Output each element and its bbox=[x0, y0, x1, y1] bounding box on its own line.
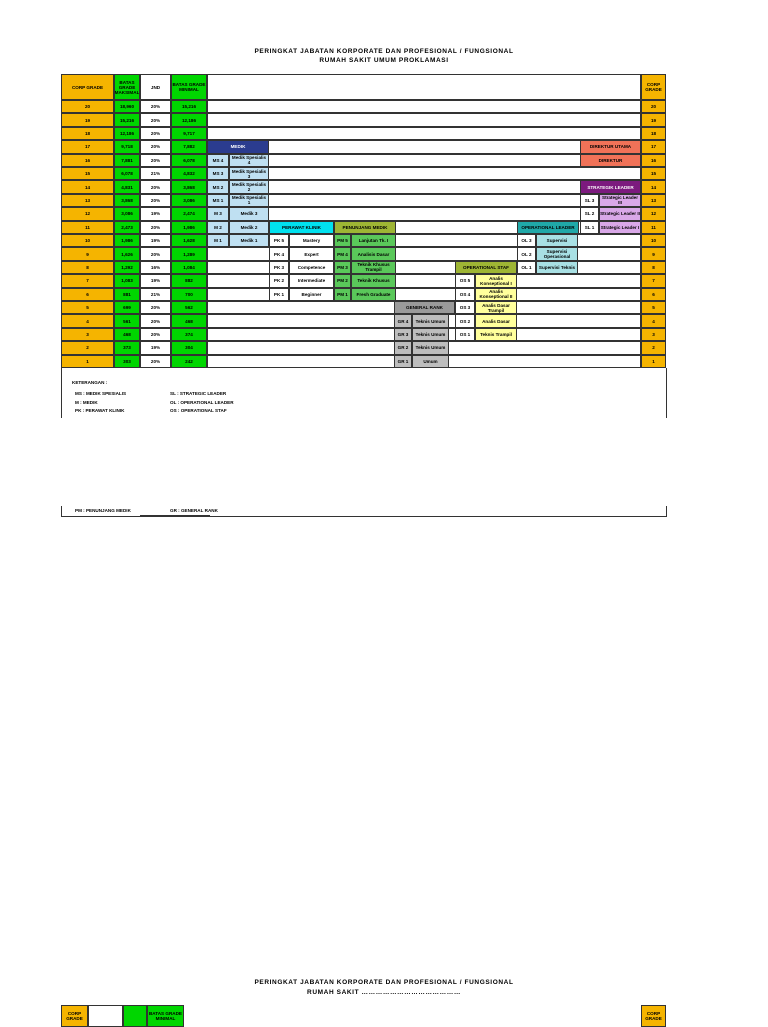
opstaf-name: Teknis Trampil bbox=[475, 328, 517, 341]
opstaf-name: Analis Konseptional II bbox=[475, 288, 517, 301]
legend-item: PK : PERAWAT KLINIK bbox=[75, 408, 125, 413]
header-jnd: JND bbox=[140, 74, 171, 100]
legend-footer-left bbox=[61, 506, 62, 517]
batas-minimal-cell: 12,186 bbox=[171, 113, 207, 126]
jnd-cell: 19% bbox=[140, 341, 171, 354]
grade-row-area bbox=[207, 113, 641, 126]
second-batas-min: BATAS GRADE MINIMAL bbox=[147, 1005, 184, 1027]
batas-minimal-cell: 4,832 bbox=[171, 167, 207, 180]
second-title: PERINGKAT JABATAN KORPORATE DAN PROFESIONAL / FUNGSIONAL bbox=[254, 979, 514, 986]
perawat-name: Expert bbox=[289, 247, 334, 260]
batas-minimal-cell: 3,086 bbox=[171, 194, 207, 207]
batas-minimal-cell: 882 bbox=[171, 274, 207, 287]
opleader-name: Supervisi Teknis bbox=[536, 261, 578, 274]
medik-name: Medik Spesialis 1 bbox=[229, 194, 269, 207]
medik-code: MS 1 bbox=[207, 194, 229, 207]
medik-code: MS 2 bbox=[207, 180, 229, 193]
opstaf-name: Analis Dasar Trampil bbox=[475, 301, 517, 314]
grade-cell: 13 bbox=[61, 194, 114, 207]
grade-cell-right: 2 bbox=[641, 341, 666, 354]
medik-name: Medik 3 bbox=[229, 207, 269, 220]
batas-maksimal-cell: 2,473 bbox=[114, 221, 140, 234]
grade-cell-right: 6 bbox=[641, 288, 666, 301]
legend-title: KETERANGAN : bbox=[72, 380, 108, 385]
opstaf-name: Analis Dasar bbox=[475, 314, 517, 327]
perawat-code: PK 2 bbox=[269, 274, 289, 287]
grade-cell: 20 bbox=[61, 100, 114, 113]
opstaf-code: OS 2 bbox=[455, 314, 475, 327]
general-header: GENERAL RANK bbox=[394, 301, 455, 314]
penunjang-name: Analisis Dasar bbox=[351, 247, 396, 260]
penunjang-code: PM 3 bbox=[334, 261, 351, 274]
batas-minimal-cell: 6,078 bbox=[171, 154, 207, 167]
batas-maksimal-cell: 6,078 bbox=[114, 167, 140, 180]
strategic-name: Strategic Leader III bbox=[599, 194, 641, 207]
batas-minimal-cell: 1,289 bbox=[171, 247, 207, 260]
penunjang-code: PM 1 bbox=[334, 288, 351, 301]
grade-cell-right: 11 bbox=[641, 221, 666, 234]
batas-maksimal-cell: 468 bbox=[114, 328, 140, 341]
medik-name: Medik Spesialis 3 bbox=[229, 167, 269, 180]
medik-header: MEDIK bbox=[207, 140, 269, 153]
batas-minimal-cell: 3,868 bbox=[171, 180, 207, 193]
grade-cell: 15 bbox=[61, 167, 114, 180]
perawat-header: PERAWAT KLINIK bbox=[269, 221, 334, 234]
grade-cell-right: 18 bbox=[641, 127, 666, 140]
perawat-name: Mastery bbox=[289, 234, 334, 247]
jnd-cell: 20% bbox=[140, 314, 171, 327]
batas-maksimal-cell: 1,626 bbox=[114, 247, 140, 260]
batas-minimal-cell: 374 bbox=[171, 328, 207, 341]
grade-cell: 1 bbox=[61, 355, 114, 368]
batas-maksimal-cell: 15,216 bbox=[114, 113, 140, 126]
grade-row-area bbox=[207, 180, 641, 193]
legend-item-pm: PM : PENUNJANG MEDIK bbox=[75, 508, 131, 513]
strategic-name: Strategic Leader II bbox=[599, 207, 641, 220]
perawat-code: PK 5 bbox=[269, 234, 289, 247]
penunjang-name: Teknik Khusus bbox=[351, 274, 396, 287]
jnd-cell: 20% bbox=[140, 301, 171, 314]
batas-minimal-cell: 562 bbox=[171, 301, 207, 314]
jnd-cell: 20% bbox=[140, 180, 171, 193]
batas-maksimal-cell: 1,083 bbox=[114, 274, 140, 287]
strategic-code: SL 3 bbox=[580, 194, 599, 207]
grade-cell: 5 bbox=[61, 301, 114, 314]
batas-minimal-cell: 700 bbox=[171, 288, 207, 301]
grade-cell-right: 3 bbox=[641, 328, 666, 341]
general-name: Teknis Umum bbox=[412, 314, 449, 327]
grade-row-area bbox=[207, 154, 641, 167]
opleader-header: OPERATIONAL LEADER bbox=[517, 221, 579, 234]
jnd-cell: 21% bbox=[140, 167, 171, 180]
jnd-cell: 20% bbox=[140, 328, 171, 341]
opstaf-code: OS 5 bbox=[455, 274, 475, 287]
legend-item: OS : OPERATIONAL STAF bbox=[170, 408, 227, 413]
header-batas-minimal: BATAS GRADE MINIMAL bbox=[171, 74, 207, 100]
batas-maksimal-cell: 4,831 bbox=[114, 180, 140, 193]
direktur-cell: DIREKTUR bbox=[580, 154, 641, 167]
opleader-code: OL 3 bbox=[517, 234, 536, 247]
opstaf-code: OS 3 bbox=[455, 301, 475, 314]
grade-cell: 7 bbox=[61, 274, 114, 287]
jnd-cell: 20% bbox=[140, 113, 171, 126]
batas-minimal-cell: 1,986 bbox=[171, 221, 207, 234]
strategic-header: STRATEGIK LEADER bbox=[580, 180, 641, 193]
grade-row-area bbox=[207, 167, 641, 180]
legend-right-border bbox=[666, 368, 667, 418]
strategic-name: Strategic Leader I bbox=[599, 221, 641, 234]
medik-code: M 1 bbox=[207, 234, 229, 247]
batas-maksimal-cell: 3,086 bbox=[114, 207, 140, 220]
penunjang-code: PM 2 bbox=[334, 274, 351, 287]
general-name: Umum bbox=[412, 355, 449, 368]
grade-cell-right: 17 bbox=[641, 140, 666, 153]
medik-name: Medik Spesialis 4 bbox=[229, 154, 269, 167]
second-subtitle: RUMAH SAKIT …………………………………… bbox=[307, 989, 461, 996]
grade-cell: 17 bbox=[61, 140, 114, 153]
grade-cell: 4 bbox=[61, 314, 114, 327]
header-corp-grade-right: CORP GRADE bbox=[641, 74, 666, 100]
penunjang-code: PM 5 bbox=[334, 234, 351, 247]
jnd-cell: 19% bbox=[140, 234, 171, 247]
batas-maksimal-cell: 12,186 bbox=[114, 127, 140, 140]
jnd-cell: 20% bbox=[140, 194, 171, 207]
penunjang-name: Fresh Graduate bbox=[351, 288, 396, 301]
grade-cell: 14 bbox=[61, 180, 114, 193]
grade-cell-right: 4 bbox=[641, 314, 666, 327]
legend-item: SL : STRATEGIC LEADER bbox=[170, 391, 227, 396]
grade-cell: 12 bbox=[61, 207, 114, 220]
general-name: Teknis Umum bbox=[412, 328, 449, 341]
strategic-code: SL 1 bbox=[580, 221, 599, 234]
batas-maksimal-cell: 18,960 bbox=[114, 100, 140, 113]
grade-row-area bbox=[207, 127, 641, 140]
grade-cell: 8 bbox=[61, 261, 114, 274]
medik-code: M 3 bbox=[207, 207, 229, 220]
medik-name: Medik 1 bbox=[229, 234, 269, 247]
penunjang-code: PM 4 bbox=[334, 247, 351, 260]
header-corp-grade: CORP GRADE bbox=[61, 74, 114, 100]
strategic-code: SL 2 bbox=[580, 207, 599, 220]
batas-maksimal-cell: 1,292 bbox=[114, 261, 140, 274]
jnd-cell: 19% bbox=[140, 274, 171, 287]
second-corp-grade-right: CORP GRADE bbox=[641, 1005, 666, 1027]
batas-maksimal-cell: 561 bbox=[114, 314, 140, 327]
batas-minimal-cell: 1,084 bbox=[171, 261, 207, 274]
batas-minimal-cell: 242 bbox=[171, 355, 207, 368]
batas-maksimal-cell: 303 bbox=[114, 355, 140, 368]
grade-cell-right: 13 bbox=[641, 194, 666, 207]
legend-item-gr: GR : GENERAL RANK bbox=[170, 508, 218, 513]
general-code: GR 2 bbox=[394, 341, 412, 354]
grade-cell-right: 9 bbox=[641, 247, 666, 260]
legend-underline bbox=[140, 515, 210, 516]
batas-minimal-cell: 468 bbox=[171, 314, 207, 327]
opstaf-header: OPERATIONAL STAF bbox=[455, 261, 517, 274]
jnd-cell: 20% bbox=[140, 140, 171, 153]
header-blank bbox=[207, 74, 641, 100]
grade-cell: 19 bbox=[61, 113, 114, 126]
legend-item: OL : OPERATIONAL LEADER bbox=[170, 399, 234, 405]
grade-cell: 10 bbox=[61, 234, 114, 247]
perawat-name: Intermediate bbox=[289, 274, 334, 287]
penunjang-header: PENUNJANG MEDIK bbox=[334, 221, 396, 234]
jnd-cell: 20% bbox=[140, 247, 171, 260]
general-code: GR 4 bbox=[394, 314, 412, 327]
grade-cell: 9 bbox=[61, 247, 114, 260]
grade-cell-right: 20 bbox=[641, 100, 666, 113]
grade-cell: 18 bbox=[61, 127, 114, 140]
grade-cell: 11 bbox=[61, 221, 114, 234]
legend-left-border bbox=[61, 368, 62, 418]
general-code: GR 1 bbox=[394, 355, 412, 368]
batas-maksimal-cell: 373 bbox=[114, 341, 140, 354]
medik-code: MS 3 bbox=[207, 167, 229, 180]
grade-cell-right: 12 bbox=[641, 207, 666, 220]
grade-cell: 2 bbox=[61, 341, 114, 354]
perawat-name: Competence bbox=[289, 261, 334, 274]
grade-cell-right: 7 bbox=[641, 274, 666, 287]
batas-maksimal-cell: 881 bbox=[114, 288, 140, 301]
opstaf-code: OS 4 bbox=[455, 288, 475, 301]
batas-maksimal-cell: 7,881 bbox=[114, 154, 140, 167]
medik-code: MS 4 bbox=[207, 154, 229, 167]
jnd-cell: 20% bbox=[140, 221, 171, 234]
opstaf-code: OS 1 bbox=[455, 328, 475, 341]
opstaf-name: Analis Konseptional I bbox=[475, 274, 517, 287]
perawat-code: PK 4 bbox=[269, 247, 289, 260]
grade-cell: 16 bbox=[61, 154, 114, 167]
jnd-cell: 20% bbox=[140, 100, 171, 113]
jnd-cell: 19% bbox=[140, 207, 171, 220]
batas-minimal-cell: 15,216 bbox=[171, 100, 207, 113]
jnd-cell: 16% bbox=[140, 261, 171, 274]
legend-item: M : MEDIK bbox=[75, 399, 98, 405]
jnd-cell: 21% bbox=[140, 288, 171, 301]
general-name: Teknis Umum bbox=[412, 341, 449, 354]
grade-cell: 3 bbox=[61, 328, 114, 341]
header-batas-maksimal: BATAS GRADE MAKSIMAL bbox=[114, 74, 140, 100]
general-code: GR 3 bbox=[394, 328, 412, 341]
batas-minimal-cell: 1,628 bbox=[171, 234, 207, 247]
second-corp-grade: CORP GRADE bbox=[61, 1005, 88, 1027]
grade-cell-right: 8 bbox=[641, 261, 666, 274]
penunjang-name: Lanjutan Tk. I bbox=[351, 234, 396, 247]
grade-cell-right: 1 bbox=[641, 355, 666, 368]
grade-cell-right: 15 bbox=[641, 167, 666, 180]
jnd-cell: 20% bbox=[140, 355, 171, 368]
medik-code: M 2 bbox=[207, 221, 229, 234]
penunjang-name: Teknik Khusus Trampil bbox=[351, 261, 396, 274]
opleader-name: Supervisi bbox=[536, 234, 578, 247]
batas-maksimal-cell: 699 bbox=[114, 301, 140, 314]
legend-item: MS : MEDIK SPESIALIS bbox=[75, 391, 127, 396]
direktur-utama-cell: DIREKTUR UTAMA bbox=[580, 140, 641, 153]
batas-maksimal-cell: 9,718 bbox=[114, 140, 140, 153]
medik-name: Medik 2 bbox=[229, 221, 269, 234]
opleader-name: Supervisi Operasional bbox=[536, 247, 578, 260]
grade-cell-right: 10 bbox=[641, 234, 666, 247]
grade-cell-right: 19 bbox=[641, 113, 666, 126]
batas-minimal-cell: 304 bbox=[171, 341, 207, 354]
grade-row-area bbox=[207, 207, 641, 220]
grade-cell-right: 5 bbox=[641, 301, 666, 314]
grade-cell-right: 14 bbox=[641, 180, 666, 193]
opleader-code: OL 2 bbox=[517, 247, 536, 260]
grade-cell-right: 16 bbox=[641, 154, 666, 167]
jnd-cell: 20% bbox=[140, 127, 171, 140]
batas-maksimal-cell: 1,986 bbox=[114, 234, 140, 247]
opleader-code: OL 1 bbox=[517, 261, 536, 274]
legend-footer-right bbox=[666, 506, 667, 517]
page-subtitle: RUMAH SAKIT UMUM PROKLAMASI bbox=[319, 57, 449, 64]
batas-minimal-cell: 2,474 bbox=[171, 207, 207, 220]
batas-maksimal-cell: 3,868 bbox=[114, 194, 140, 207]
batas-minimal-cell: 7,882 bbox=[171, 140, 207, 153]
perawat-name: Beginner bbox=[289, 288, 334, 301]
jnd-cell: 20% bbox=[140, 154, 171, 167]
grade-row-area bbox=[207, 194, 641, 207]
grade-row-area bbox=[207, 100, 641, 113]
perawat-code: PK 3 bbox=[269, 261, 289, 274]
batas-minimal-cell: 9,717 bbox=[171, 127, 207, 140]
medik-name: Medik Spesialis 2 bbox=[229, 180, 269, 193]
page-title: PERINGKAT JABATAN KORPORATE DAN PROFESIONAL / FUNGSIONAL bbox=[254, 48, 514, 55]
grade-row-area bbox=[207, 140, 641, 153]
perawat-code: PK 1 bbox=[269, 288, 289, 301]
legend-bottom-line bbox=[61, 516, 666, 517]
grade-cell: 6 bbox=[61, 288, 114, 301]
